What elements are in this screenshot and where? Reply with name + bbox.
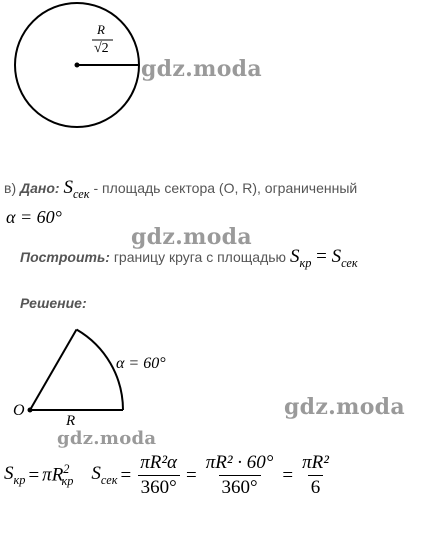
alpha-given: α = 60° [6,207,62,227]
sector-figure [0,320,200,420]
sector-radius-label: R [66,413,76,429]
formula-pir2: $\pi R^2_{кр}$ [42,461,74,489]
formula-fraction-1: $\frac{\text{πR²α}}{360^\circ}$ [137,452,180,499]
watermark-3: gdz.moda [284,394,405,420]
formula-line [4,452,335,499]
solution-label: Решение: [20,295,87,311]
area-symbol: $S_{сек}$ [63,177,90,201]
formula-eq-1: = [28,464,40,486]
formula-fraction-2: $\frac{\text{πR² · 60°}}{360^\circ}$ [205,452,274,498]
item-letter: в) [4,180,17,196]
construct-text: границу круга с площадью [113,249,287,265]
center-point [75,63,80,68]
construct-formula: $S_{кр} = S_{сек}$ [289,246,358,270]
construct-label: Построить: [20,249,110,265]
sector-center-point [28,408,33,413]
sector-center-label: O [13,402,25,419]
formula-eq-3: = [186,464,197,486]
radius-label-top: R [97,22,105,37]
sector-angle-label: α = 60° [116,355,166,372]
watermark-4: gdz.moda [57,428,157,449]
watermark-1: gdz.moda [141,56,262,82]
radius-label-bottom: √2 [94,41,109,56]
watermark-2: gdz.moda [131,224,252,250]
construct-line [20,246,358,271]
formula-s-kr: $S_{кр}$ [4,463,26,487]
area-subscript: сек [72,186,90,201]
given-label: Дано: [20,180,60,196]
sector-radius-slant [30,330,77,411]
formula-eq-2: = [120,464,132,486]
given-description: - площадь сектора (O, R), ограниченный [93,180,358,196]
formula-eq-4: = [282,464,294,486]
formula-fraction-3: $\frac{\text{πR²}}{6}$ [302,452,329,498]
given-line [4,177,357,202]
formula-s-sek: $S_{сек}$ [91,463,118,487]
